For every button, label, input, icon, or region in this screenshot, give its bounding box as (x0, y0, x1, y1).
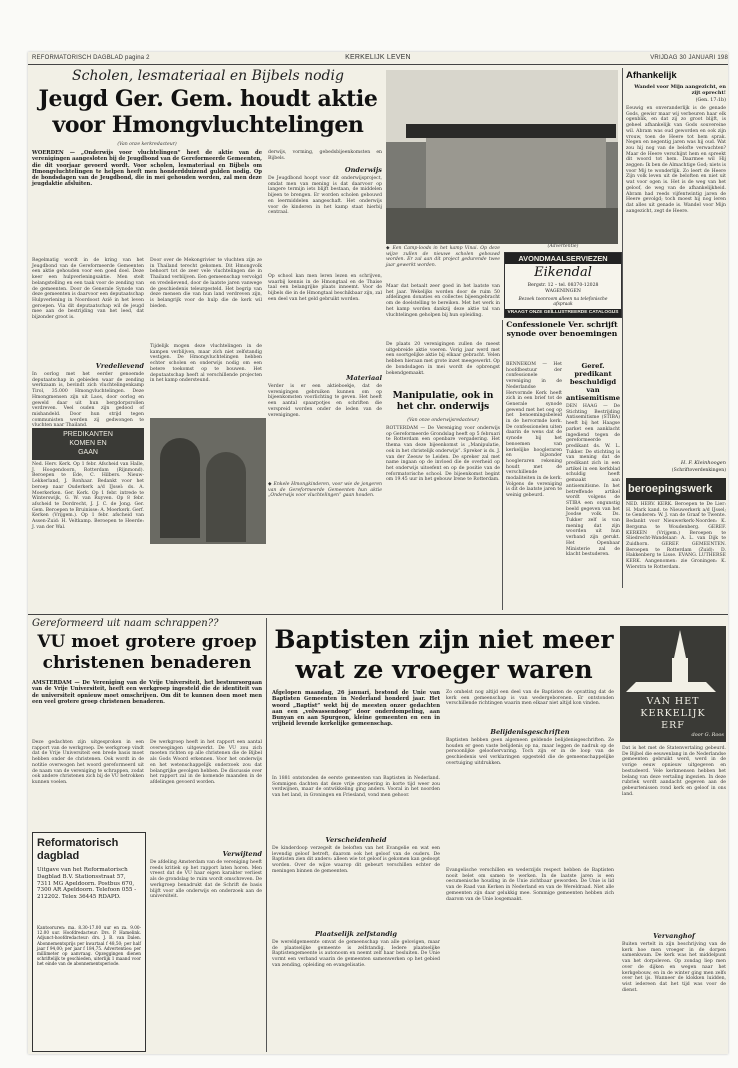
lead-byline: (Van onze kerkredacteur) (117, 142, 177, 147)
section-rule (28, 614, 728, 615)
kerkelijk-erf-title-1: VAN HET (646, 696, 700, 707)
beroepingswerk-title: beroepingswerk (628, 483, 713, 495)
vu-col2: De werkgroep heeft in het rapport een aantal overwegingen uitgewerkt. De VU zou zich moeten richten op alle christenen die de Bijbel als Gods Woord erkennen. Voor het onderwijs en het wetenschappelijk onderzoek zou dat belangrijke gevolgen hebben. De discussie over het rapport zal in de komende maanden in de afdelingen gevoerd worden. (150, 740, 262, 785)
header-rule (28, 64, 728, 65)
lead-headline-1: Jeugd Ger. Gem. houdt aktie (38, 86, 378, 112)
manipulatie-text: ROTTERDAM — De Vereniging voor onderwijs op Gereformeerde Grondslag heeft op 5 februari te Rotterdam een openbare vergadering. Het thema van deze bijeenkomst is „Manipulatie, ook in het christelijk onderwijs”. Spreker is ds. J. van der Zeeuw te Leiden. De spreker zal met name ingaan op de invloed die de overheid op het onderwijs uitoefent en op de positie van de reformatorische school. De bijeenkomst begint om 19.45 uur in het gebouw Irene te Rotterdam. (386, 426, 501, 483)
camp-photo-caption: ◆ Een Camp-loods in het kamp Vinai. Op deze wijze zullen de nieuwe scholen gebouwd worden. Er zal aan dit project gedurende twee jaar gewerkt worden. (386, 246, 500, 268)
lead-subhead-materiaal: Materiaal (346, 374, 382, 382)
colofon-title-1: Reformatorisch (37, 837, 119, 849)
lead-col3-top: derwijs, vorming, gebedsbijeenkomsten en Bijbels. (268, 150, 382, 161)
baptisten-col2c: Evangelische verschillen en wederzijds respect hebben de Baptisten nooit belet om samen te werken. In de laatste jaren is een oecumenische houding in de Unie zichtbaar geworden. De Unie is lid van de Raad van Kerken in Nederland en van de Wereldraad. Niet alle gemeenten zijn daar gelukkig mee. Sommige gemeenten hebben zich daarom van de Unie losgemaakt. (446, 868, 614, 902)
kerkelijk-erf-subhead: Vervanghof (653, 932, 695, 940)
beroepingswerk-banner (626, 478, 726, 500)
col-rule-1 (502, 320, 503, 610)
predikanten-title-1: PREDIKANTEN (63, 431, 113, 438)
lead-subhead-vredelievend: Vredelievend (95, 362, 144, 370)
header-right: VRIJDAG 30 JANUARI 198 (650, 55, 728, 61)
lead-col2: Door over de Mekongrivier te vluchten zijn ze in Thailand terecht gekomen. Dit Hmongvolk behoort tot de zeer vele vluchtelingen die in Thailand verblijven. Een gemeenschap vervolgd en vredelievend, door de laatste jaren vanwege de geschiedenis teleurgesteld. Het begrip van deze mensen die van hun land verdreven zijn, is belangrijk voor de hulp die de kerk wil bieden. (150, 258, 262, 309)
baptisten-col1: In 1881 ontstonden de eerste gemeenten van Baptisten in Nederland. Sommigen dachten dat deze vrije groepering in korte tijd weer zou verdwijnen, maar de ontwikkeling ging anders. Vooral in het noorden van het land, in Groningen en Friesland, vond men gehoor. (272, 776, 440, 799)
header-left: REFORMATORISCH DAGBLAD pagina 2 (32, 55, 150, 61)
lead-col3b: Op school kan men leren lezen en schrijven, waarbij kennis in de Hmongtaal en de Thaise taal een belangrijke plaats inneemt. Voor de bijbels die in de Hmongtaal beschikbaar zijn, zal een deel van het geld gebruikt worden. (268, 274, 382, 302)
ad-footer: VRAAGT ONZE GEÏLLUSTREERDE CATALOGUS (505, 309, 621, 317)
kerkelijk-erf-title-3: ERF (661, 720, 685, 731)
lead-headline-2: voor Hmongvluchtelingen (52, 112, 364, 138)
mid-col2: De plaats 20 verenigingen zullen de meest uitgebreide aktie voeren. Vorig jaar werd met een soortgelijke aktie bij elkaar gebracht. Velen hebben hieraan met grote inzet meegewerkt. Op de bondsdagen in mei wordt de opbrengst bekendgemaakt. (386, 342, 500, 376)
afhankelijk-signature: H. F. Kleinhoogen (680, 460, 726, 466)
baptisten-subhead-2: Plaatselijk zelfstandig (314, 930, 398, 938)
predikanten-box (32, 428, 144, 460)
geref-predikant-headline: Geref. predikant beschuldigd van antisemitisme (566, 362, 621, 402)
afhankelijk-ref: (Gen. 17:1b) (695, 98, 726, 103)
baptisten-col2: Zo omhelst nog altijd een deel van de Baptisten de opvatting dat de kerk een gemeenschap is van wedergeborenen. Er ontstonden verschillende richtingen waarin men elkaar niet altijd kon vinden. (446, 690, 614, 707)
baptisten-intro: Afgelopen maandag, 26 januari, bestond de Unie van Baptisten Gemeenten in Nederland honderd jaar. Het woord „Baptist” wekt bij de meesten onzer gedachten aan een „volwassendoop” door onderdompeling, aan Bunyan en aan Spurgeon, kleine gemeenten en een in vrijheid levende kerkelijke gemeenschap. (272, 690, 440, 728)
photo-ground (386, 208, 618, 244)
photo-building (426, 138, 606, 208)
vu-col1: Deze gedachten zijn uitgesproken in een rapport van de werkgroep. De werkgroep vindt dat de Vrije Universiteit een brede basis moet hebben onder de christenen. Ook wordt in de notitie overwogen het woord gereformeerd uit de naam van de vereniging te schrappen, zodat ook andere christenen zich bij de VU betrokken kunnen voelen. (32, 740, 144, 785)
header-center: KERKELIJK LEVEN (345, 54, 411, 61)
afhankelijk-signature-note: (Schriftoverdenkingen) (671, 468, 726, 473)
ad-title: AVONDMAALSERVIEZEN (505, 253, 621, 264)
afhankelijk-quote: Wandel voor Mijn aangezicht, en zijt oprecht! (634, 84, 726, 97)
baptisten-headline-1: Baptisten zijn niet meer (274, 625, 614, 654)
colofon-address: Uitgave van het Reformatorisch Dagblad B.V. Stationsstraat 57, 7311 MG Apeldoorn. Postbus 670, 7300 AR Apeldoorn. Telefoon 055 - 212202. Telex 36445 RDAPD. (37, 867, 137, 901)
colofon-box (32, 832, 146, 1052)
colofon-title-2: dagblad (37, 850, 80, 862)
predikanten-title-2: KOMEN EN (69, 440, 107, 447)
kids-figure-2 (206, 452, 246, 542)
kids-photo-caption: ◆ Enkele Hmongkinderen, voor wie de jongeren van de Gereformeerde Gemeenten hun aktie „Onderwijs voor vluchtelingen” gaan houden. (268, 482, 382, 499)
lead-col3c: Verder is er een aktieboekje, dat de verenigingen gebruiken kunnen om op bijeenkomsten voorlichting te geven. Het heeft een aantal spaarpotjes en schriften die verspreid worden onder de leden van de verenigingen. (268, 384, 382, 418)
manipulatie-byline: (Van onze onderwijsredacteur) (407, 418, 479, 423)
colofon-small: Kantooruren: ma. 8.30-17.00 uur en za. 9.00-12.00 uur. Hoofdredacteur: Drs. P. Hamelink. Adjunct-hoofdredacteur: drs. J. B. van Dalen. Abonnementsprijs per kwartaal f 48,50; per half jaar f 94,00; per jaar f 184,75. Advertenties: per millimeter op aanvraag. Opzeggingen dienen schriftelijk te geschieden, uiterlijk 1 maand voor het einde van de abonnementsperiode. (37, 925, 141, 967)
vu-subhead: Verwijtend (222, 850, 262, 858)
newspaper-page (28, 52, 728, 1054)
lead-col1: Regelmatig wordt in de kring van het Jeugdbond van de Gereformeerde Gemeenten een aktie gehouden voor een goed doel. Deze keer een hulpverleningsaktie. Men stelt belangstelling en een taak voor de zending van de gemeenten. Door de Generale Synode van deze gemeenten is daarvoor een deputaatschap Hulpverlening in Noordoost Azië in het leven geroepen. Via dit deputaatschap wil de jeugd mee aan de bestrijding van het leed, dat bijzonder groot is. (32, 258, 144, 321)
lead-col2b: Tijdelijk mogen deze vluchtelingen in de kampen verblijven, maar zich niet zelfstandig vestigen. De Hmongvluchtelingen hebben echter scholen en onderwijs nodig om een betere toekomst op te bouwen. Het deputaatschap heeft al verschillende projecten in het kamp ondersteund. (150, 344, 262, 384)
vu-col2b: De afdeling Amsterdam van de vereniging heeft reeds kritiek op het rapport laten horen. Men vreest dat de VU haar eigen karakter verliest als de grondslag te ruim wordt omschreven. De werkgroep benadrukt dat de Schrift de basis blijft voor alle onderwijs en onderzoek aan de universiteit. (150, 860, 262, 900)
ad-address: Bergstr. 12 – tel. 08370-12028 WAGENINGEN (527, 283, 599, 294)
baptisten-subhead-3: Belijdenisgeschriften (490, 728, 570, 736)
camp-photo (386, 70, 618, 244)
col-rule-right (622, 68, 623, 588)
kerkelijk-erf-byline: door G. Roos (691, 732, 724, 738)
lead-col1b: In oorlog met het eerder genoemde deputaatschap in gebieden waar de zending werkzaam is, bevindt zich vluchtelingenkamp Tirol, 35.000 Hmongvluchtelingen. Deze Hmongmensen zijn uit Laos, door oorlog en geweld daar uit hun bergdorpsrollen verdreven. Veel ouden zijn gedood of mishandeld. Door hun strijd tegen communisten werden zij gedwongen te vluchten naar Thailand. (32, 372, 144, 429)
predikanten-entries: Ned. Herv. Kerk. Op 1 febr. Afscheid van Halle, J. Hoogendoorn, Rotterdam (Rijnmond). Beroepen te Ede, C. Hilbers. Nieuw-Lekkerland, J. Ronhaar. Bedankt voor het beroep naar Ouderkerk a/d IJssel: ds. A. Moerkerken. Ger. Kerk. Op 1 febr. intrede te Winterswijk, G. W. van Ruyven. Op 8 febr. afscheid te Dordrecht, J. J. C. de Jong. Ger. Gem. Beroepen te Bruinisse: A. Moerkerk. Gerf. Kerken (Vrijgem.). Op 1 febr. afscheid van Assen-Zuid: H. Veltkamp. Beroepen te Heerde: J. van der Wal. (32, 462, 145, 530)
col-rule-bottom (266, 618, 267, 1052)
mid-col1: Maar dat betaalt zeer goed in het laatste van het jaar. Wekelijks worden door de ruim 50 afdelingen donaties en collectes bijeengebracht om de doelstelling te bereiken. Met het werk in het kamp worden dankzij deze aktie tal van vluchtelingen geholpen bij hun opleiding. (386, 284, 500, 318)
lead-subhead-onderwijs: Onderwijs (344, 166, 382, 174)
confessionele-title: Confessionele Ver. schrijft synode over benoemingen (506, 320, 618, 338)
baptisten-col2b: Baptisten hebben geen algemeen geldende belijdenisgeschriften. Ze houden er geen vaste belijdenis op na, maar leggen de nadruk op de persoonlijke geloofservaring. Toch zijn er in de loop van de geschiedenis wel verklaringen opgesteld die de gemeenschappelijke overtuiging uitdrukken. (446, 738, 614, 766)
predikanten-title-3: GAAN (78, 449, 98, 456)
afhankelijk-text: Eeuwig en onveranderlijk is de genade Gods, gewisr maar wij verbeuren haar elk ogenblik, en dat zij zo groot blijft, is geheel afhankelijk van Gods souvereine wil. Abram was oud geworden en ook zijn vrouw, toen de Heere tot hem sprak. Negen en negentig jaren was hij oud. Wat zou hij nog van de belofte verwachten? Maar de Heere verschijnt hem en spreekt dit woord tot hem. Daarmee wil Hij zeggen: Ik ben de Almachtige God; niets is voor Mij te wonderlijk. Zo leert de Heere Zijn volk leven uit de beloften en niet uit wat voor ogen is. Het is de weg van het geloof, de weg van de afhankelijkheid. Abram had reeds vijfentwintig jaren de Heere gevolgd; toch moest hij nog leren dat alles uit genade is. Wandel voor Mijn aangezicht, zegt de Heere. (626, 106, 726, 214)
baptisten-headline-2: wat ze vroeger waren (295, 655, 593, 684)
ad-brand: Eikendal (534, 265, 592, 280)
baptisten-col1c: De wereldgemeente omvat de gemeenschap van alle gelovigen, maar de plaatselijke gemeente is zelfstandig. Iedere plaatselijke Baptistengemeente is autonoom en neemt zelf haar besluiten. De Unie vormt een verband waarin de gemeenten samenwerken op het gebied van zending, opleiding en evangelisatie. (272, 940, 440, 968)
kerkelijk-erf-banner (620, 626, 726, 742)
kerkelijk-erf-title-2: KERKELIJK (640, 708, 706, 719)
baptisten-col1b: De kinderdoop verzegelt de beloften van het Evangelie en wat een levendig geloof betreft, daarom ook het geloof van de ouders. De Baptisten zien dit anders: alleen wie tot geloof is gekomen kan gedoopt worden. Over de wijze waarop dit gebeurt verschillen echter de meningen binnen de gemeenten. (272, 846, 440, 874)
ad-box (504, 252, 622, 318)
kids-photo (150, 418, 266, 544)
vu-kicker: Gereformeerd uit naam schrappen?? (32, 618, 219, 629)
lead-kicker: Scholen, lesmateriaal en Bijbels nodig (72, 68, 344, 84)
lead-intro: WOERDEN — „Onderwijs voor vluchtelingen” heet de aktie van de verenigingen aangesloten bij de Jeugdbond van de Gereformeerde Gemeenten, die dit voorjaar gevoerd wordt. Voor scholen, lesmateriaal en Bijbels om Hmongvluchtelingen te helpen heeft men honderdduizend gulden nodig. Op de bondsdagen van de Jeugdbond, die in mei gehouden worden, zal men deze jeugdaktie afsluiten. (32, 150, 262, 188)
ad-label: (Advertentie) (547, 244, 579, 249)
baptisten-subhead-1: Verscheidenheid (325, 836, 387, 844)
photo-roof (406, 124, 616, 138)
confessionele-text: BENNEKOM — Het hoofdbestuur der confessionele vereniging in de Nederlandse Hervormde Kerk heeft zich in een brief tot de Generale synode gewend met het oog op het benoemingsbeleid in de hervormde kerk. De confessionelen uiten daarin de wens dat de synode bij het benoemen van kerkelijke hoogleraren en bijzonder hoogleraren rekening houdt met de verschillende modaliteiten in de kerk. Volgens de vereniging is dit de laatste jaren te weinig gebeurd. (506, 362, 562, 499)
geref-predikant-text: DEN HAAG — De Stichting Bestrijding Antisemitisme (STIBA) heeft bij het Haagse parket een aanklacht ingediend tegen de gereformeerde predikant ds. W. L. Tukker. De stichting is van mening dat de predikant zich in een artikel in een kerkblad schuldig heeft gemaakt aan antisemitisme. In het betreffende artikel wordt volgens de STIBA een ongunstig beeld gegeven van het Joodse volk. Ds. Tukker zelf is van mening dat zijn woorden uit hun verband zijn gerukt. Het Openbaar Ministerie zal de klacht bestuderen. (566, 404, 620, 558)
kids-figure-1 (160, 438, 200, 538)
ad-note: Bezoek toonroom alleen na telefonische afspraak (518, 297, 608, 307)
afhankelijk-title: Afhankelijk (626, 70, 677, 81)
kerkelijk-erf-text2: Buiten vertelt in zijn beschrijving van de kerk hoe men vroeger in de dorpen samenkwam. De kerk was het middelpunt van het dorpsleven. Op zondag liep men over de dijken en wegen naar het kerkgebouw, en in de winter ging men zelfs over het ijs. Wanneer de klokken luidden, wist iedereen dat het tijd was voor de dienst. (622, 942, 726, 993)
manipulatie-title: Manipulatie, ook in het chr. onderwijs (392, 390, 494, 412)
vu-headline: VU moet grotere groep christenen benaderen (37, 632, 257, 673)
beroepingswerk-text: NED. HERV. KERK. Beroepen te De Lier: H. Mark kand. te Nieuwerkerk a/d IJssel; te Genderen: W. J. van de Graaf te Twente. Bedankt voor Nieuwerkerk-Noorden: K. Bergsma te Woudenberg. GEREF. KERKEN (Vrijgem.) Beroepen te Sliedrecht-Wandelaar: A. L. van Dijk te Zuidhorn. GEREF. GEMEENTEN. Beroepen te Rotterdam (Zuid): D. Hakkenberg te Lisse. EVANG. LUTHERSE KERK. Aangenomen: zie Groningen: K. Wierstra te Rotterdam. (626, 502, 726, 570)
kerkelijk-erf-text: Dat is het met de Statenvertaling gebeurd. De Bijbel die eeuwenlang in de Nederlandse gemeenten gebruikt werd, werd in de vorige eeuw opnieuw uitgegeven en bestudeerd. Vele kerkmensen hebben het belang van deze vertaling ingezien. In deze rubriek wordt aandacht gegeven aan de gebeurtenissen rond kerk en geloof in ons land. (622, 746, 726, 797)
vu-intro: AMSTERDAM — De Vereniging van de Vrije Universiteit, het bestuursorgaan van de Vrije Universiteit, heeft een werkgroep ingesteld die de identiteit van de universiteit opnieuw moet omschrijven. Om dit te kunnen doen moet men een veel grotere groep christenen benaderen. (32, 680, 262, 705)
lead-col3a: De Jeugdbond hoopt voor dit onderwijsproject, omdat men van mening is dat daarvoor op langere termijn iets blijft bestaan, de middelen bijeen te brengen. Er worden scholen gebouwd en leermiddelen aangeschaft. Het onderwijs voor de kinderen in het kamp staat hierbij centraal. (268, 176, 382, 216)
